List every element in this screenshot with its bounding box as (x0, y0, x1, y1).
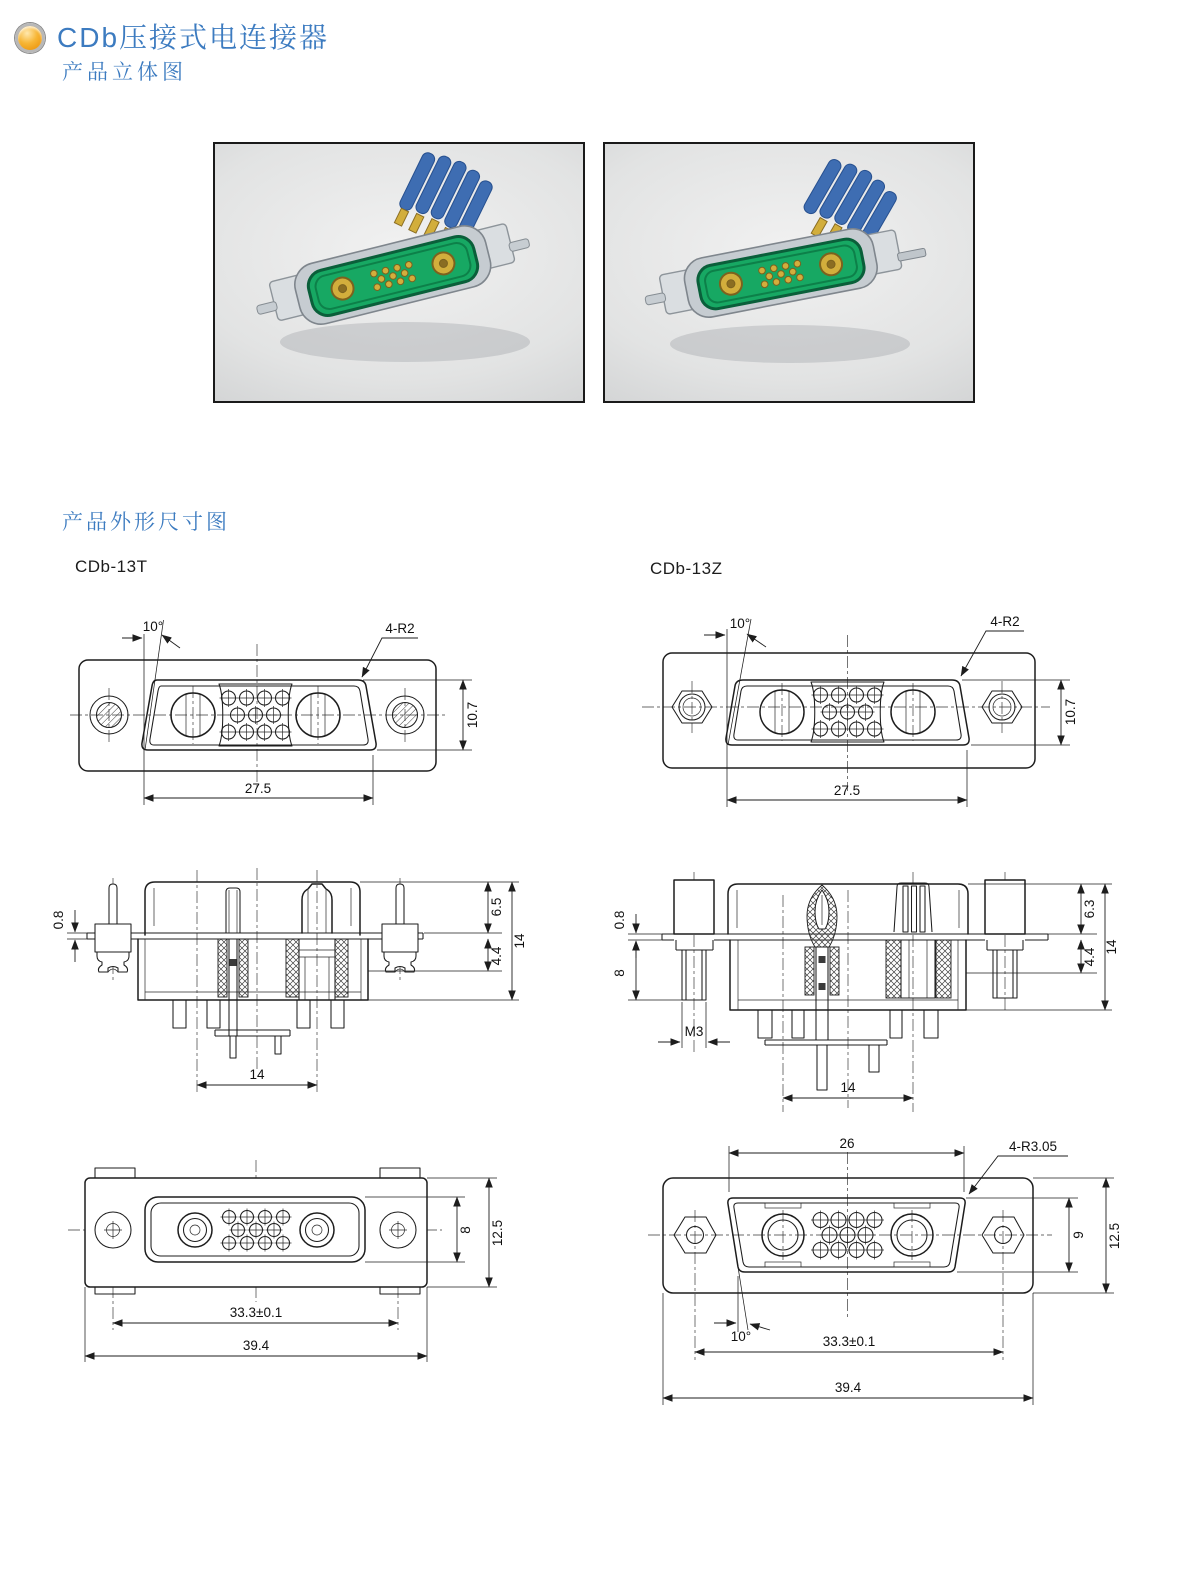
screw-left (645, 293, 666, 306)
mounting-legs (173, 1000, 344, 1028)
shadow (280, 322, 530, 362)
dim-text-lower-height: 4.4 (489, 946, 504, 966)
dim-text-opening-width: 27.5 (833, 783, 861, 798)
flange-outline (663, 1178, 1033, 1293)
signal-contact-crosses (220, 689, 292, 741)
screw-left (256, 301, 278, 315)
dim-text-overall-width: 39.4 (242, 1338, 270, 1353)
product-photo-left (213, 142, 585, 403)
page-title: CDb压接式电连接器 (57, 22, 330, 53)
model-label-cdb13t: CDb-13T (75, 557, 148, 576)
dim-text-thread: M3 (684, 1024, 704, 1039)
dim-text-contact-spacing: 14 (840, 1080, 856, 1095)
flange-plate (662, 934, 1048, 940)
connector-render-right (605, 144, 973, 401)
mounting-stud (897, 248, 926, 261)
dim-text-opening-height: 9 (1071, 1231, 1086, 1239)
centerlines (648, 1152, 1052, 1360)
section-title-3d-view: 产品立体图 (62, 61, 187, 84)
shadow (670, 325, 910, 363)
jackpost-left (95, 884, 131, 972)
dim-text-bracket-height: 12.5 (490, 1219, 505, 1247)
drawing-cdb13t-side-view (50, 840, 530, 1120)
dim-text-insert-height: 8 (458, 1226, 473, 1234)
product-photo-right (603, 142, 975, 403)
dimension-annotations (122, 619, 480, 805)
dimension-annotations (663, 1136, 1122, 1405)
dim-text-overall-width: 39.4 (834, 1380, 862, 1395)
signal-contact-section (218, 888, 248, 1036)
drawing-cdb13z-bottom-view (620, 1120, 1140, 1440)
drawing-cdb13z-side-view (600, 840, 1120, 1140)
dim-text-lower-height: 4.4 (1082, 947, 1097, 967)
dim-text-opening-height: 10.7 (1063, 698, 1078, 726)
drawing-cdb13t-front-view (60, 600, 500, 820)
screw-right (508, 238, 530, 252)
signal-contact-grid (219, 684, 292, 746)
dim-text-corner-radius: 4-R3.05 (1008, 1139, 1058, 1154)
dim-text-upper-height: 6.3 (1082, 899, 1097, 919)
dim-text-flange-thickness: 0.8 (612, 910, 627, 930)
dim-text-contact-spacing: 14 (249, 1067, 265, 1082)
dim-text-corner-radius: 4-R2 (990, 614, 1020, 629)
dim-text-hole-spacing: 33.3±0.1 (822, 1334, 876, 1349)
dim-text-total-height: 14 (512, 933, 527, 949)
dim-text-hole-spacing: 33.3±0.1 (229, 1305, 283, 1320)
lower-bracket (215, 1030, 290, 1058)
dim-text-flange-thickness: 0.8 (51, 910, 66, 930)
section-bullet-icon (15, 23, 45, 53)
centerlines (113, 868, 400, 1092)
flange-outline (663, 653, 1035, 768)
dim-text-opening-width: 27.5 (244, 781, 272, 796)
connector-render-left (215, 144, 583, 401)
dim-text-upper-height: 6.5 (489, 897, 504, 917)
centerlines (70, 644, 446, 790)
dim-text-stud-length: 8 (612, 969, 627, 977)
jackpost-right (382, 884, 418, 972)
dim-text-angle: 10° (142, 619, 164, 634)
connector-body (640, 216, 930, 329)
front-shell (138, 939, 368, 1000)
dim-text-opening-height: 10.7 (465, 701, 480, 729)
drawing-cdb13z-front-view (630, 595, 1090, 820)
section-title-dimensions: 产品外形尺寸图 (62, 511, 230, 534)
flange-plate (87, 933, 423, 939)
dim-text-corner-radius: 4-R2 (385, 621, 415, 636)
dim-text-opening-width: 26 (839, 1136, 855, 1151)
flange-outline (79, 660, 436, 771)
drawing-cdb13t-bottom-view (50, 1150, 530, 1400)
dim-text-angle: 10° (729, 616, 751, 631)
crimp-contact-section (805, 885, 839, 1040)
connector-body (249, 211, 536, 339)
dim-text-angle: 10° (730, 1329, 752, 1344)
signal-contact-grid (811, 682, 884, 742)
dim-text-bracket-height: 12.5 (1107, 1222, 1122, 1250)
model-label-cdb13z: CDb-13Z (650, 559, 723, 578)
dim-text-total-height: 14 (1104, 939, 1119, 955)
